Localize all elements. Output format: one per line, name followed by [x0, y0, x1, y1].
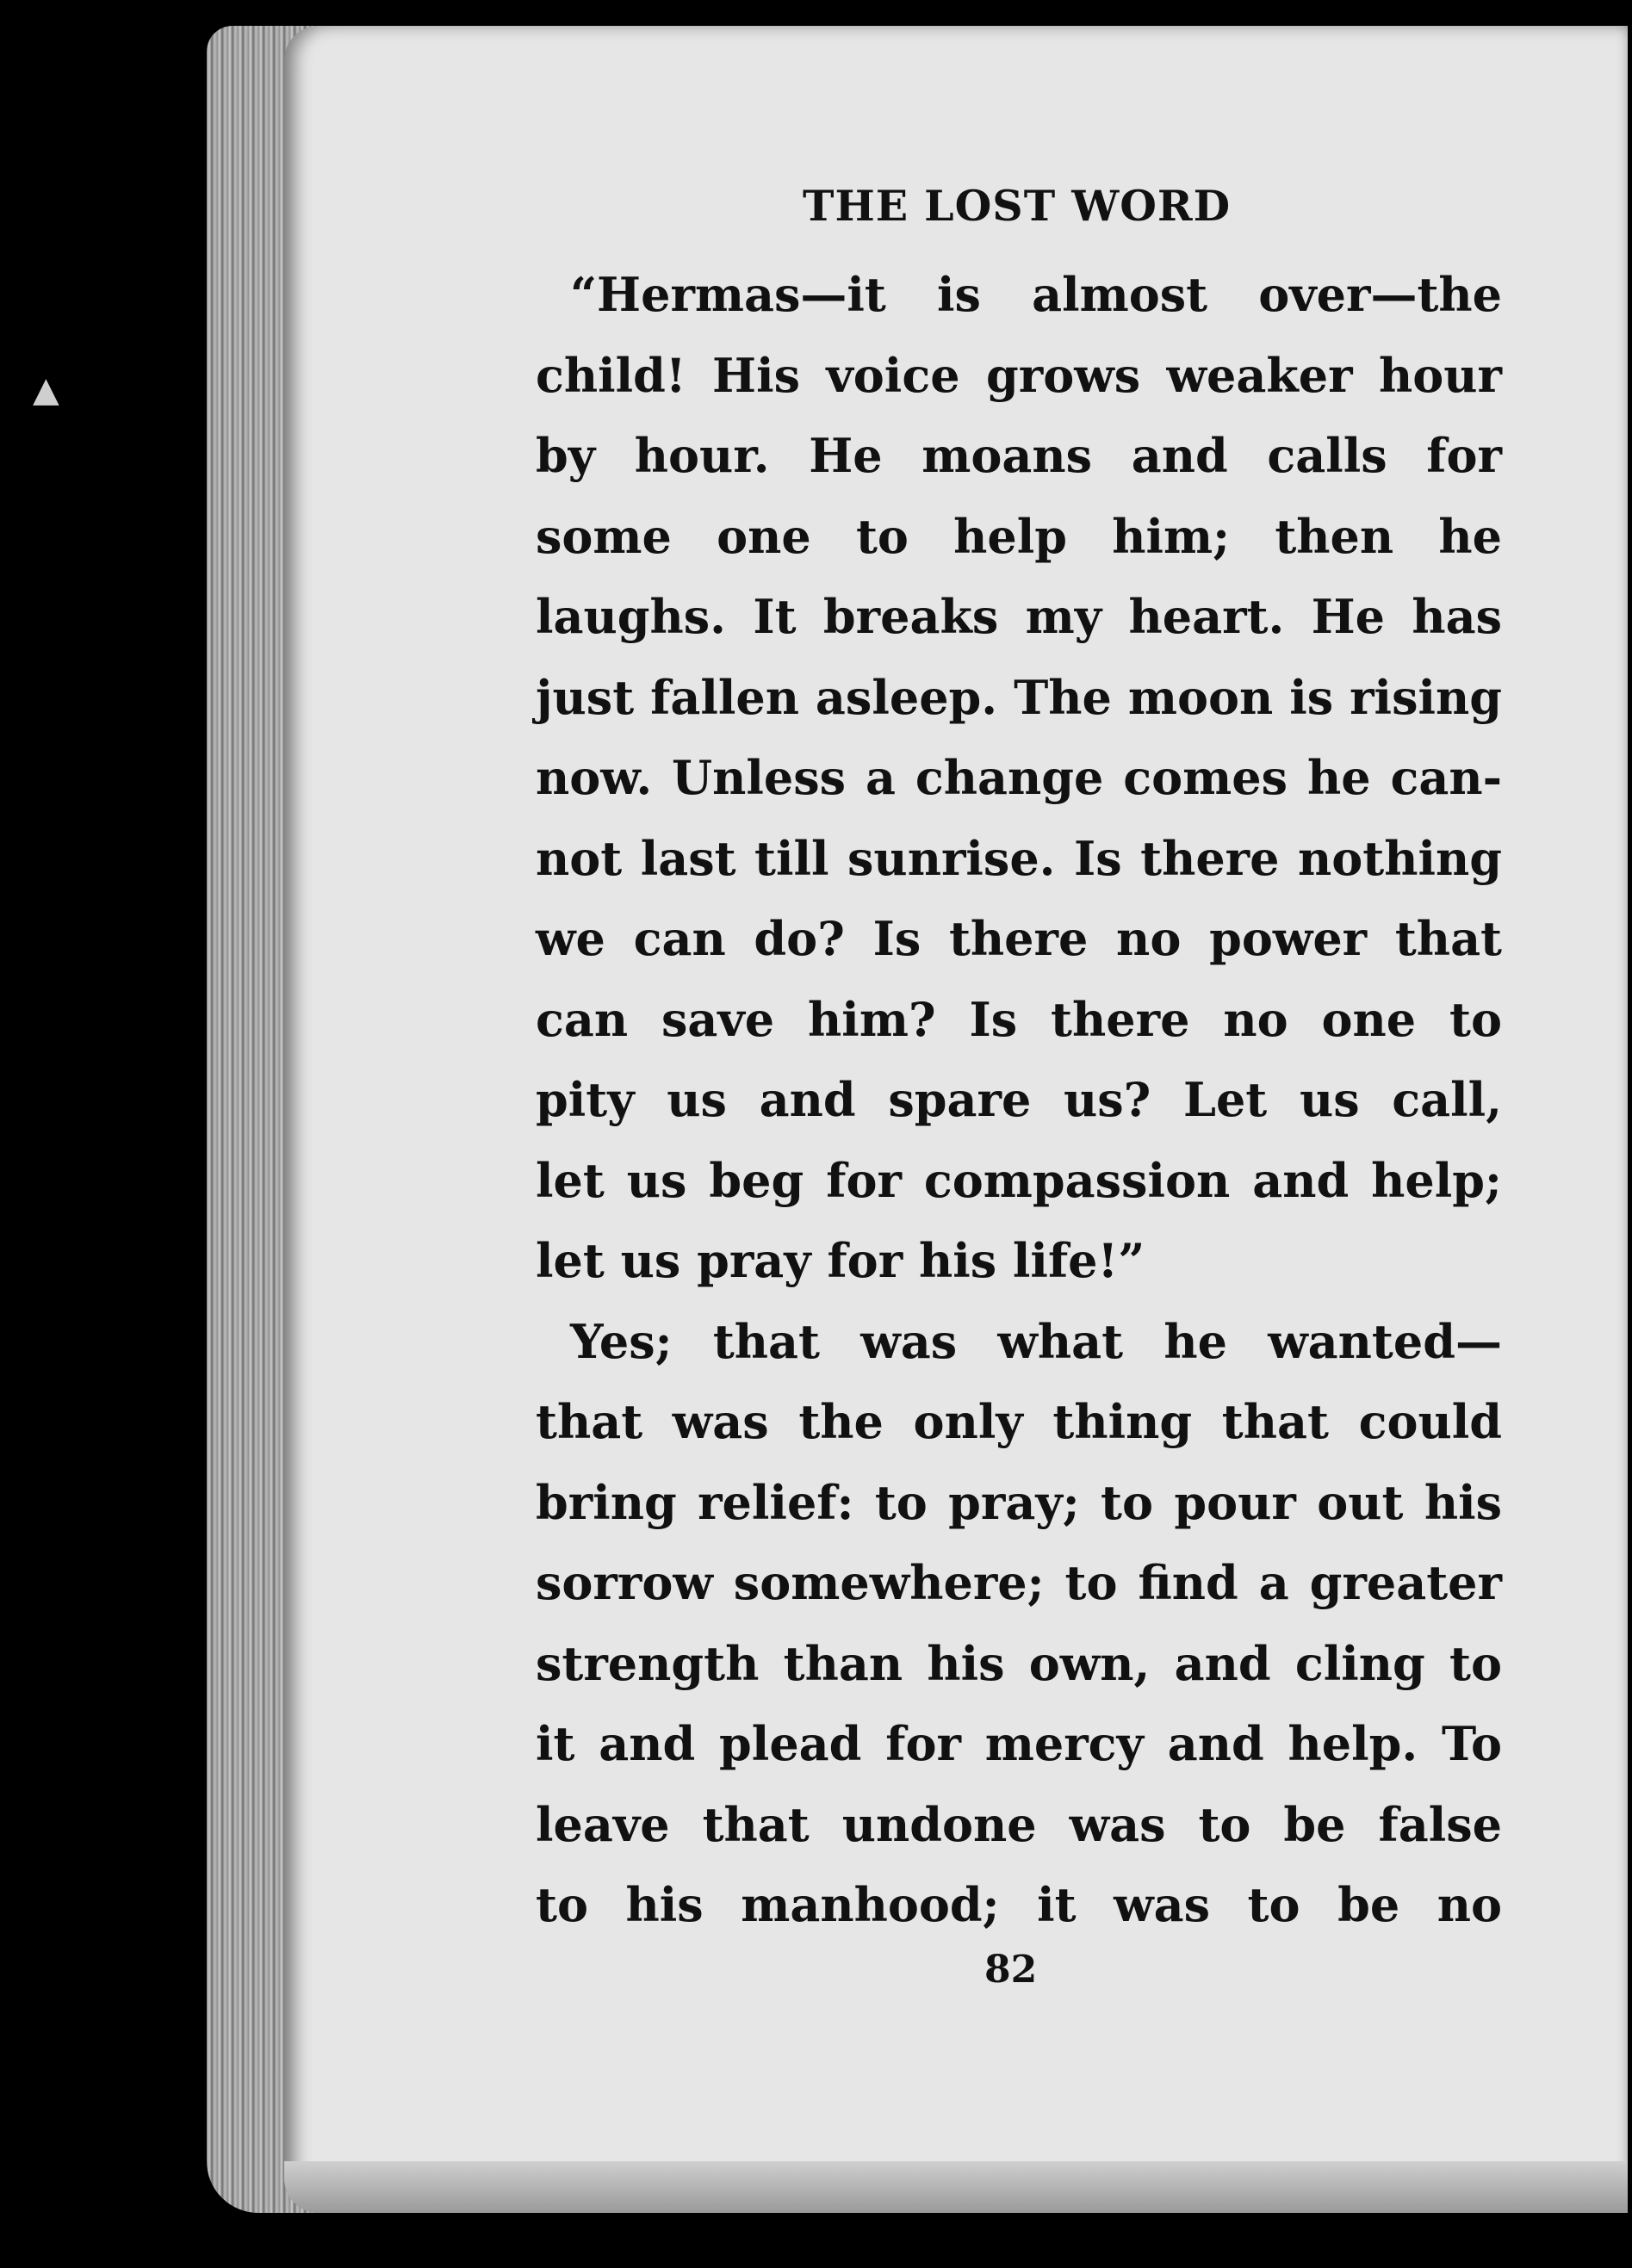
text-line: by hour. He moans and calls for	[536, 428, 1502, 483]
text-line: strength than his own, and cling to	[536, 1635, 1502, 1691]
text-line: not last till sunrise. Is there nothing	[536, 830, 1502, 886]
text-line: let us beg for compassion and help;	[536, 1152, 1502, 1208]
text-line: to his manhood; it was to be no	[536, 1877, 1502, 1932]
text-line: that was the only thing that could	[536, 1394, 1502, 1449]
text-line: some one to help him; then he	[536, 508, 1502, 564]
page-number: 82	[984, 1948, 1038, 1992]
text-line: let us pray for his life!”	[536, 1233, 1145, 1288]
bookmark-icon: ▲	[33, 370, 59, 410]
text-line: “Hermas—it is almost over—the	[570, 267, 1502, 322]
text-line: just fallen asleep. The moon is rising	[536, 669, 1502, 725]
text-line: now. Unless a change comes he can-	[536, 750, 1502, 805]
text-line: pity us and spare us? Let us call,	[536, 1072, 1502, 1127]
text-line: can save him? Is there no one to	[536, 991, 1502, 1047]
text-line: we can do? Is there no power that	[536, 911, 1502, 966]
body-text	[536, 255, 1502, 1946]
text-line: laughs. It breaks my heart. He has	[536, 589, 1502, 644]
text-line: bring relief: to pray; to pour out his	[536, 1474, 1502, 1530]
text-line: sorrow somewhere; to find a greater	[536, 1555, 1502, 1610]
text-line: child! His voice grows weaker hour	[536, 347, 1502, 403]
text-line: it and plead for mercy and help. To	[536, 1716, 1502, 1771]
text-line: Yes; that was what he wanted—	[570, 1313, 1502, 1369]
running-head: THE LOST WORD	[803, 181, 1232, 231]
page-bottom-edge	[284, 2161, 1628, 2213]
text-line: leave that undone was to be false	[536, 1796, 1502, 1852]
